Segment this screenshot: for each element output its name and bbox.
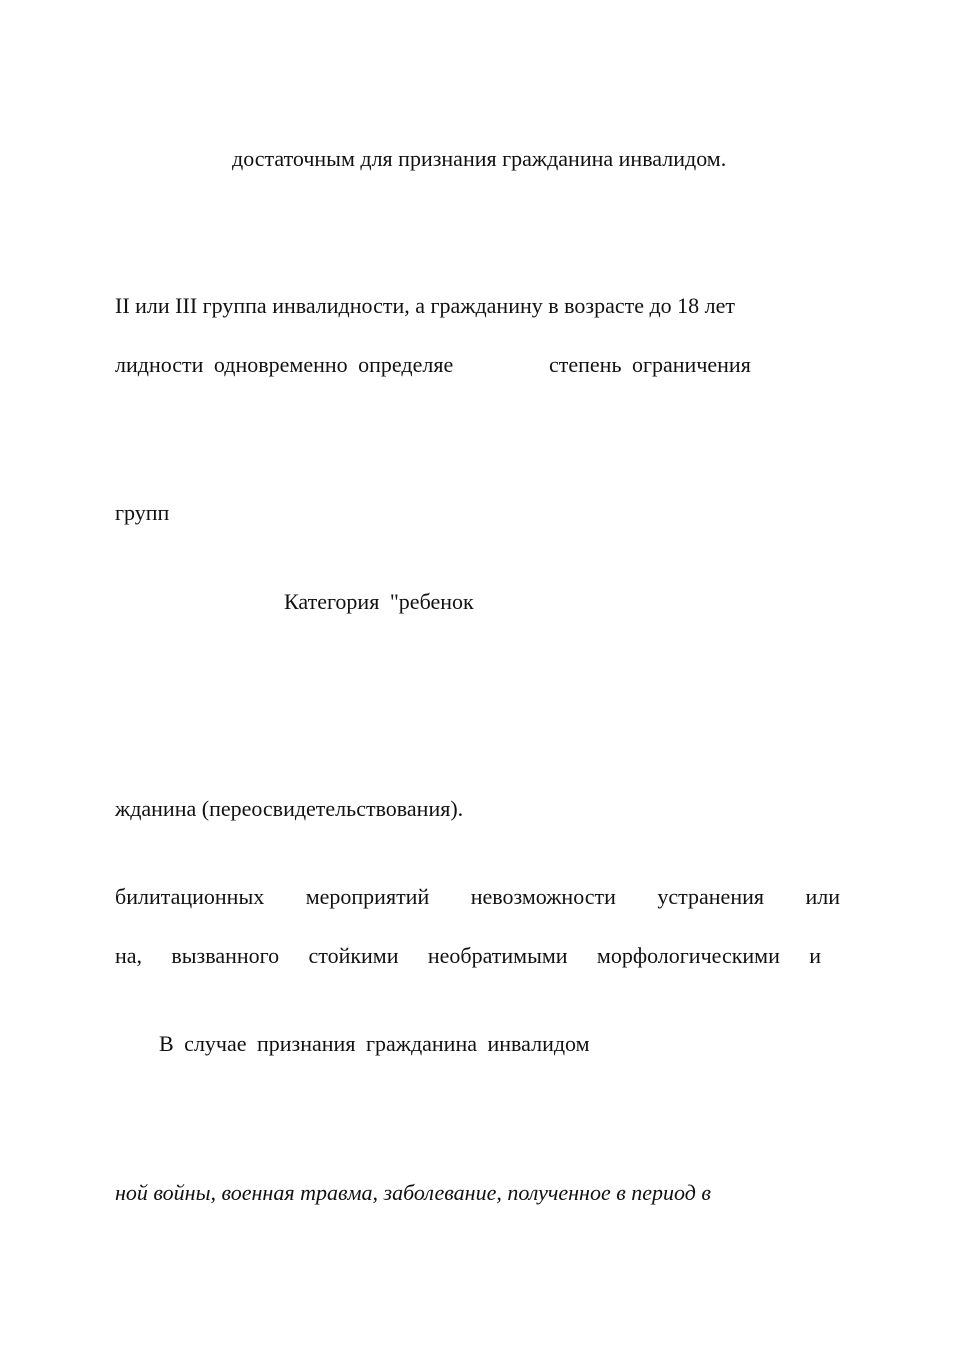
text-line-7: билитационных мероприятий невозможности устранения или xyxy=(115,884,840,909)
text-line-6: жданина (переосвидетельствования). xyxy=(115,796,464,821)
text-line-5: Категория "ребенок xyxy=(284,589,474,614)
text-line-8: на, вызванного стойкими необратимыми морфологическими и xyxy=(115,943,821,968)
text-line-4: групп xyxy=(115,500,170,525)
text-line-3b: степень ограничения xyxy=(549,352,751,377)
text-line-9: В случае признания гражданина инвалидом xyxy=(159,1031,590,1056)
text-line-2: II или III группа инвалидности, а гражданину в возрасте до 18 лет xyxy=(115,293,736,318)
text-line-3a: лидности одновременно определяе xyxy=(115,352,454,377)
text-line-1: достаточным для признания гражданина инвалидом. xyxy=(232,146,727,171)
text-line-10: ной войны, военная травма, заболевание, полученное в период в xyxy=(115,1180,711,1205)
